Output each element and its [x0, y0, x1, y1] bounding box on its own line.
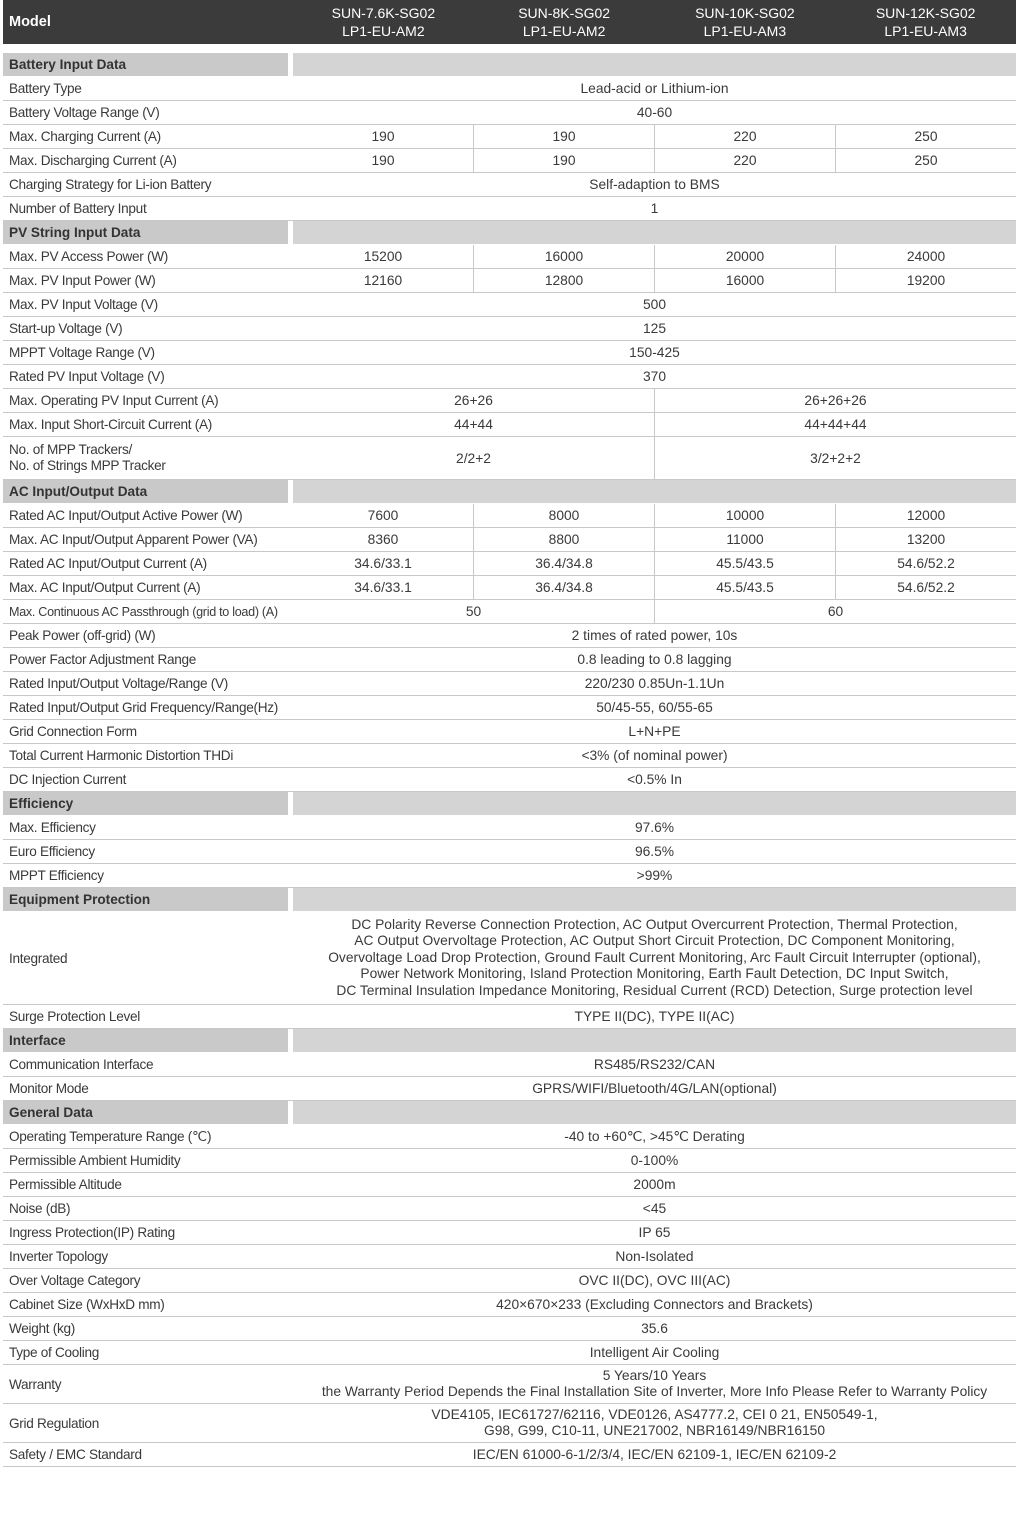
- spec-row: [3, 245, 1016, 269]
- spec-row: [3, 1317, 1016, 1341]
- spec-value-line: G98, G99, C10-11, UNE217002, NBR16149/NBR16150: [483, 1423, 826, 1438]
- spec-label: Number of Battery Input: [3, 197, 288, 220]
- spec-values: [293, 768, 1016, 791]
- spec-row: [3, 1197, 1016, 1221]
- spec-values: [293, 101, 1016, 124]
- section-header: [3, 480, 1016, 504]
- spec-label: Rated Input/Output Grid Frequency/Range(Hz): [3, 696, 288, 719]
- spec-table-body: [3, 53, 1016, 1467]
- spec-value: Self-adaption to BMS: [589, 177, 720, 192]
- model-column-header: [835, 0, 1016, 44]
- spec-values: [293, 1053, 1016, 1076]
- spec-row: [3, 744, 1016, 768]
- spec-value: 11000: [654, 528, 835, 551]
- spec-label: Max. AC Input/Output Current (A): [3, 576, 288, 599]
- section-band: [293, 480, 1016, 503]
- spec-label: Cabinet Size (WxHxD mm): [3, 1293, 288, 1316]
- spec-values: [293, 840, 1016, 863]
- spec-value-line: DC Terminal Insulation Impedance Monitoring, Residual Current (RCD) Detection, Surge protection level: [336, 982, 973, 998]
- spec-values: [293, 149, 1016, 172]
- model-header-label: Model: [9, 14, 51, 30]
- spec-values: [293, 341, 1016, 364]
- section-title: Equipment Protection: [3, 888, 288, 911]
- spec-value: Lead-acid or Lithium-ion: [580, 81, 729, 96]
- spec-label: Grid Connection Form: [3, 720, 288, 743]
- spec-value-line: the Warranty Period Depends the Final Installation Site of Inverter, More Info Please Refer to Warranty Policy: [321, 1384, 988, 1399]
- spec-value: 60: [654, 600, 1016, 623]
- spec-row: [3, 197, 1016, 221]
- spec-value: 150-425: [629, 345, 680, 360]
- spec-value: 0.8 leading to 0.8 lagging: [577, 652, 732, 667]
- spec-row: [3, 149, 1016, 173]
- spec-value: 54.6/52.2: [835, 576, 1016, 599]
- spec-label: Warranty: [3, 1365, 288, 1403]
- spec-values: [293, 1404, 1016, 1442]
- spec-row: [3, 173, 1016, 197]
- spec-row: [3, 1245, 1016, 1269]
- model-column-header: [474, 0, 655, 44]
- spec-label: Inverter Topology: [3, 1245, 288, 1268]
- spec-row: [3, 1005, 1016, 1029]
- spec-values: [293, 197, 1016, 220]
- spec-value: -40 to +60℃, >45℃ Derating: [564, 1128, 745, 1144]
- spec-value: 190: [473, 149, 654, 172]
- spec-values: [293, 1317, 1016, 1340]
- spec-value: 34.6/33.1: [354, 580, 412, 595]
- spec-value: 250: [835, 149, 1016, 172]
- spec-label: Total Current Harmonic Distortion THDi: [3, 744, 288, 767]
- spec-value: 12000: [835, 504, 1016, 527]
- spec-values: [293, 816, 1016, 839]
- spec-value: 125: [642, 321, 667, 336]
- spec-values: [293, 552, 1016, 575]
- spec-values: [293, 648, 1016, 671]
- spec-value: TYPE II(DC), TYPE II(AC): [574, 1009, 735, 1024]
- spec-value-line: VDE4105, IEC61727/62116, VDE0126, AS4777.2, CEI 0 21, EN50549-1,: [431, 1406, 878, 1422]
- spec-value: Intelligent Air Cooling: [589, 1345, 720, 1360]
- spec-value: 500: [642, 297, 667, 312]
- spec-value: 220: [654, 149, 835, 172]
- model-variant: LP1-EU-AM3: [884, 23, 967, 39]
- model-name: SUN-12K-SG02: [875, 5, 976, 21]
- section-band: [293, 792, 1016, 815]
- section-header: [3, 1029, 1016, 1053]
- spec-values: [293, 696, 1016, 719]
- spec-value: 35.6: [641, 1321, 668, 1336]
- spec-row: [3, 1293, 1016, 1317]
- spec-label: Charging Strategy for Li-ion Battery: [3, 173, 288, 196]
- model-variant: LP1-EU-AM2: [342, 23, 425, 39]
- spec-row: [3, 624, 1016, 648]
- spec-row: [3, 293, 1016, 317]
- spec-row: [3, 576, 1016, 600]
- spec-values: [293, 389, 1016, 412]
- model-column-header: [655, 0, 836, 44]
- spec-value: 8360: [367, 532, 399, 547]
- spec-value: 190: [371, 153, 395, 168]
- spec-row: [3, 269, 1016, 293]
- spec-value: <45: [642, 1201, 667, 1216]
- spec-values: [293, 317, 1016, 340]
- section-band: [293, 221, 1016, 244]
- spec-label-line: No. of Strings MPP Tracker: [9, 458, 166, 473]
- spec-value: 26+26+26: [654, 389, 1016, 412]
- spec-value: 50/45-55, 60/55-65: [596, 700, 713, 715]
- spec-row: [3, 101, 1016, 125]
- spec-value: 190: [371, 129, 395, 144]
- spec-value: <0.5% In: [627, 772, 682, 787]
- spec-row: [3, 1404, 1016, 1443]
- spec-label: Grid Regulation: [3, 1404, 288, 1442]
- spec-value: 15200: [363, 249, 403, 264]
- spec-row: [3, 1077, 1016, 1101]
- spec-value: 26+26: [454, 393, 493, 408]
- spec-value: 10000: [654, 504, 835, 527]
- spec-label: Surge Protection Level: [3, 1005, 288, 1028]
- spec-row: [3, 720, 1016, 744]
- spec-value: 220/230 0.85Un-1.1Un: [584, 676, 725, 691]
- spec-values: [293, 720, 1016, 743]
- table-header: [3, 0, 1016, 44]
- spec-value: 24000: [835, 245, 1016, 268]
- spec-values: [293, 600, 1016, 623]
- spec-row: [3, 1443, 1016, 1467]
- spec-value: 370: [642, 369, 667, 384]
- spec-value: 2 times of rated power, 10s: [571, 628, 738, 643]
- spec-label: Max. Efficiency: [3, 816, 288, 839]
- spec-label: Rated AC Input/Output Current (A): [3, 552, 288, 575]
- spec-row: [3, 1149, 1016, 1173]
- spec-value: 45.5/43.5: [654, 552, 835, 575]
- spec-value: IEC/EN 61000-6-1/2/3/4, IEC/EN 62109-1, IEC/EN 62109-2: [472, 1447, 837, 1462]
- section-band: [293, 1029, 1016, 1052]
- spec-value: 16000: [654, 269, 835, 292]
- section-title: General Data: [3, 1101, 288, 1124]
- spec-label: MPPT Voltage Range (V): [3, 341, 288, 364]
- model-columns: [288, 0, 1016, 44]
- spec-values: [293, 437, 1016, 479]
- spec-values: [293, 624, 1016, 647]
- spec-value: 44+44+44: [654, 413, 1016, 436]
- spec-value: 19200: [835, 269, 1016, 292]
- spec-label: [3, 437, 288, 479]
- spec-label: Rated Input/Output Voltage/Range (V): [3, 672, 288, 695]
- spec-value: [293, 1404, 1016, 1442]
- spec-label: Max. AC Input/Output Apparent Power (VA): [3, 528, 288, 551]
- spec-label: Permissible Ambient Humidity: [3, 1149, 288, 1172]
- spec-values: [293, 504, 1016, 527]
- spec-values: [293, 293, 1016, 316]
- model-name: SUN-10K-SG02: [695, 5, 795, 21]
- spec-label: Max. Operating PV Input Current (A): [3, 389, 288, 412]
- section-header: [3, 888, 1016, 912]
- spec-value: RS485/RS232/CAN: [593, 1057, 716, 1072]
- model-name: SUN-8K-SG02: [518, 5, 611, 21]
- section-title: PV String Input Data: [3, 221, 288, 244]
- spec-value: 34.6/33.1: [354, 556, 412, 571]
- spec-row: [3, 1221, 1016, 1245]
- section-header: [3, 53, 1016, 77]
- spec-values: [293, 576, 1016, 599]
- spec-values: [293, 173, 1016, 196]
- spec-value: <3% (of nominal power): [581, 748, 728, 763]
- spec-value: 12160: [363, 273, 403, 288]
- spec-value: 8800: [473, 528, 654, 551]
- spec-values: [293, 1149, 1016, 1172]
- spec-value: 1: [650, 201, 659, 216]
- spec-value: 190: [473, 125, 654, 148]
- spec-value: 12800: [473, 269, 654, 292]
- spec-values: [293, 365, 1016, 388]
- spec-label: Battery Type: [3, 77, 288, 100]
- spec-values: [293, 1293, 1016, 1316]
- spec-value-line: Overvoltage Load Drop Protection, Ground Fault Current Monitoring, Arc Fault Circuit Interrupter (optional),: [328, 949, 981, 965]
- spec-row: [3, 648, 1016, 672]
- spec-value: 97.6%: [634, 820, 675, 835]
- spec-values: [293, 528, 1016, 551]
- spec-row: [3, 389, 1016, 413]
- spec-label-line: No. of MPP Trackers/: [9, 441, 132, 457]
- spec-value: 44+44: [454, 417, 493, 432]
- spec-label: Ingress Protection(IP) Rating: [3, 1221, 288, 1244]
- spec-values: [293, 77, 1016, 100]
- spec-values: [293, 672, 1016, 695]
- spec-row: [3, 816, 1016, 840]
- spec-label: Start-up Voltage (V): [3, 317, 288, 340]
- spec-values: [293, 1221, 1016, 1244]
- spec-row: [3, 864, 1016, 888]
- spec-value: [293, 912, 1016, 1004]
- spec-label: Permissible Altitude: [3, 1173, 288, 1196]
- spec-value: 20000: [654, 245, 835, 268]
- spec-row: [3, 365, 1016, 389]
- spec-label: Operating Temperature Range (℃): [3, 1125, 288, 1148]
- spec-row: [3, 504, 1016, 528]
- spec-label: Safety / EMC Standard: [3, 1443, 288, 1466]
- spec-value: 2/2+2: [456, 450, 491, 466]
- spec-row: [3, 125, 1016, 149]
- model-name: SUN-7.6K-SG02: [331, 5, 436, 21]
- section-band: [293, 53, 1016, 76]
- spec-row: [3, 1341, 1016, 1365]
- spec-label: Max. PV Input Power (W): [3, 269, 288, 292]
- spec-values: [293, 1341, 1016, 1364]
- spec-value: 7600: [367, 508, 399, 523]
- spec-values: [293, 1443, 1016, 1466]
- spec-row: [3, 696, 1016, 720]
- spec-label: Peak Power (off-grid) (W): [3, 624, 288, 647]
- spec-label: Noise (dB): [3, 1197, 288, 1220]
- spec-label: Battery Voltage Range (V): [3, 101, 288, 124]
- spec-label: Integrated: [3, 912, 288, 1004]
- spec-values: [293, 864, 1016, 887]
- spec-value: [293, 1365, 1016, 1403]
- spec-value: GPRS/WIFI/Bluetooth/4G/LAN(optional): [532, 1081, 777, 1096]
- section-title: Battery Input Data: [3, 53, 288, 76]
- spec-value: 2000m: [633, 1177, 676, 1192]
- spec-label: Max. Discharging Current (A): [3, 149, 288, 172]
- spec-value: L+N+PE: [628, 724, 681, 739]
- spec-value: 8000: [473, 504, 654, 527]
- spec-row: [3, 552, 1016, 576]
- spec-label: Weight (kg): [3, 1317, 288, 1340]
- spec-values: [293, 912, 1016, 1004]
- spec-values: [293, 1173, 1016, 1196]
- spec-row: [3, 437, 1016, 480]
- section-title: Efficiency: [3, 792, 288, 815]
- spec-row: [3, 768, 1016, 792]
- spec-value: 0-100%: [630, 1153, 679, 1168]
- spec-label: Euro Efficiency: [3, 840, 288, 863]
- spec-label: Type of Cooling: [3, 1341, 288, 1364]
- spec-value: 16000: [473, 245, 654, 268]
- spec-row: [3, 912, 1016, 1005]
- spec-row: [3, 1053, 1016, 1077]
- spec-value: 36.4/34.8: [473, 576, 654, 599]
- spec-values: [293, 269, 1016, 292]
- spec-values: [293, 1245, 1016, 1268]
- spec-label: Max. PV Input Voltage (V): [3, 293, 288, 316]
- spec-values: [293, 245, 1016, 268]
- spec-row: [3, 317, 1016, 341]
- spec-values: [293, 1125, 1016, 1148]
- spec-row: [3, 672, 1016, 696]
- spec-value: IP 65: [638, 1225, 671, 1240]
- spec-label: Communication Interface: [3, 1053, 288, 1076]
- spec-values: [293, 744, 1016, 767]
- section-title: AC Input/Output Data: [3, 480, 288, 503]
- section-band: [293, 888, 1016, 911]
- spec-label: Rated AC Input/Output Active Power (W): [3, 504, 288, 527]
- spec-row: [3, 1365, 1016, 1404]
- spec-value-line: Power Network Monitoring, Island Protection Monitoring, Earth Fault Detection, DC Input Switch,: [360, 966, 949, 982]
- spec-label: Max. Input Short-Circuit Current (A): [3, 413, 288, 436]
- spec-sheet: [3, 0, 1016, 1467]
- section-header: [3, 221, 1016, 245]
- spec-row: [3, 1173, 1016, 1197]
- spec-label: Max. Continuous AC Passthrough (grid to load) (A): [3, 600, 288, 623]
- spec-row: [3, 840, 1016, 864]
- spec-row: [3, 600, 1016, 624]
- section-header: [3, 1101, 1016, 1125]
- spec-value: >99%: [636, 868, 673, 883]
- spec-value-line: 5 Years/10 Years: [602, 1367, 707, 1383]
- spec-value-line: DC Polarity Reverse Connection Protection, AC Output Overcurrent Protection, Thermal Protection,: [351, 916, 958, 932]
- spec-value: 40-60: [636, 105, 673, 120]
- spec-value: 54.6/52.2: [835, 552, 1016, 575]
- spec-value: 420×670×233 (Excluding Connectors and Brackets): [496, 1297, 813, 1312]
- spec-value: 96.5%: [634, 844, 675, 859]
- spec-row: [3, 341, 1016, 365]
- spec-value: 45.5/43.5: [654, 576, 835, 599]
- spec-label: Power Factor Adjustment Range: [3, 648, 288, 671]
- spec-value: Non-Isolated: [615, 1249, 694, 1264]
- spec-values: [293, 413, 1016, 436]
- spec-row: [3, 413, 1016, 437]
- spec-values: [293, 1197, 1016, 1220]
- spec-label: MPPT Efficiency: [3, 864, 288, 887]
- spec-row: [3, 528, 1016, 552]
- spec-values: [293, 1269, 1016, 1292]
- spec-label: Over Voltage Category: [3, 1269, 288, 1292]
- section-title: Interface: [3, 1029, 288, 1052]
- spec-row: [3, 77, 1016, 101]
- spec-value: OVC II(DC), OVC III(AC): [578, 1273, 731, 1288]
- spec-row: [3, 1269, 1016, 1293]
- spec-value: 36.4/34.8: [473, 552, 654, 575]
- spec-row: [3, 1125, 1016, 1149]
- model-variant: LP1-EU-AM3: [703, 23, 787, 39]
- spec-label: Max. PV Access Power (W): [3, 245, 288, 268]
- spec-values: [293, 1365, 1016, 1403]
- section-header: [3, 792, 1016, 816]
- spec-value: 250: [835, 125, 1016, 148]
- spec-label: Monitor Mode: [3, 1077, 288, 1100]
- spec-value: 220: [654, 125, 835, 148]
- spec-values: [293, 1077, 1016, 1100]
- model-column-header: [293, 0, 474, 44]
- spec-value-line: AC Output Overvoltage Protection, AC Output Short Circuit Protection, DC Component Monitoring,: [354, 933, 955, 949]
- spec-value: 13200: [835, 528, 1016, 551]
- spec-value: 3/2+2+2: [654, 437, 1016, 479]
- spec-label: DC Injection Current: [3, 768, 288, 791]
- spec-value: 50: [465, 604, 482, 619]
- spec-label: Max. Charging Current (A): [3, 125, 288, 148]
- model-variant: LP1-EU-AM2: [522, 23, 606, 39]
- spec-values: [293, 125, 1016, 148]
- spec-label: Rated PV Input Voltage (V): [3, 365, 288, 388]
- spec-values: [293, 1005, 1016, 1028]
- section-band: [293, 1101, 1016, 1124]
